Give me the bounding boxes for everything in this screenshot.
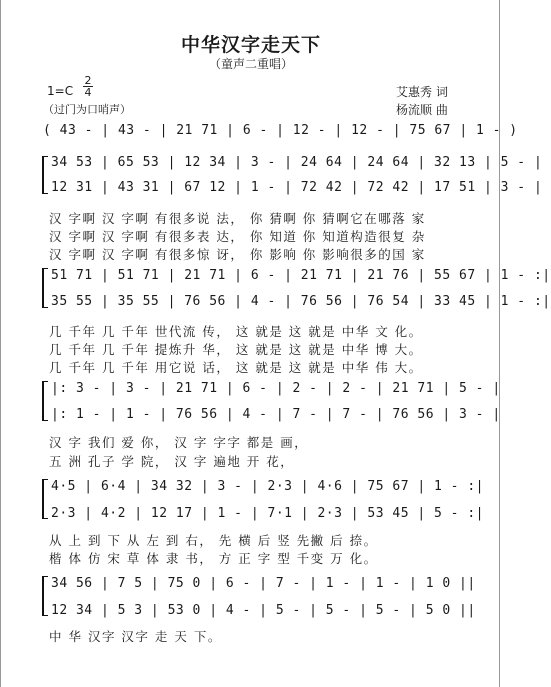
system-bracket — [42, 268, 48, 308]
time-signature-bottom: 4 — [84, 86, 92, 99]
system3-upper-voice: 51 71 | 51 71 | 21 71 | 6 - | 21 71 | 21 76 | 55 67 | 1 - :| — [51, 268, 551, 283]
system3-lyric-verse2: 几 千年 几 千年 提炼升 华， 这 就是 这 就是 中华 博 大。 — [49, 342, 423, 357]
system4-lyric-verse2: 五 洲 孔子 学 院， 汉 字 遍地 开 花， — [49, 454, 295, 469]
composer-credit: 杨流顺 曲 — [396, 103, 448, 117]
song-subtitle: （童声二重唱） — [208, 57, 293, 71]
system2-lyric-verse1: 汉 字啊 汉 字啊 有很多说 法， 你 猜啊 你 猜啊它在哪落 家 — [49, 211, 426, 226]
system5-lower-voice: 2·3 | 4·2 | 12 17 | 1 - | 7·1 | 2·3 | 53 45 | 5 - :| — [51, 506, 484, 521]
intro-line: ( 43 - | 43 - | 21 71 | 6 - | 12 - | 12 - | 75 67 | 1 - ) — [43, 123, 518, 138]
intro-note: （过门为口哨声） — [43, 103, 131, 116]
system2-lyric-verse3: 汉 字啊 汉 字啊 有很多惊 讶， 你 影响 你 影响很多的国 家 — [49, 247, 426, 262]
system5-lyric-verse1: 从 上 到 下 从 左 到 右， 先 横 后 竖 先撇 后 捺。 — [49, 533, 378, 548]
system-bracket — [42, 156, 48, 194]
system-bracket — [42, 381, 48, 421]
system5-upper-voice: 4·5 | 6·4 | 34 32 | 3 - | 2·3 | 4·6 | 75 67 | 1 - :| — [51, 479, 484, 494]
time-signature — [83, 75, 93, 98]
lyricist-credit: 艾惠秀 词 — [396, 85, 448, 99]
system-bracket — [42, 479, 48, 519]
system2-lyric-verse2: 汉 字啊 汉 字啊 有很多表 达， 你 知道 你 知道构造很复 杂 — [49, 229, 426, 244]
system3-lower-voice: 35 55 | 35 55 | 76 56 | 4 - | 76 56 | 76 54 | 33 45 | 1 - :| — [51, 294, 551, 309]
system3-lyric-verse1: 几 千年 几 千年 世代流 传， 这 就是 这 就是 中华 文 化。 — [49, 324, 423, 339]
song-title: 中华汉字走天下 — [180, 34, 321, 56]
system4-upper-voice: |: 3 - | 3 - | 21 71 | 6 - | 2 - | 2 - | 21 71 | 5 - | — [51, 381, 501, 396]
system2-lower-voice: 12 31 | 43 31 | 67 12 | 1 - | 72 42 | 72 42 | 17 51 | 3 - | — [51, 180, 543, 195]
system6-lower-voice: 12 34 | 5 3 | 53 0 | 4 - | 5 - | 5 - | 5 - | 5 0 || — [51, 603, 476, 618]
system6-lyric: 中 华 汉字 汉字 走 天 下。 — [49, 629, 222, 644]
system4-lower-voice: |: 1 - | 1 - | 76 56 | 4 - | 7 - | 7 - | 76 56 | 3 - | — [51, 407, 501, 422]
system2-upper-voice: 34 53 | 65 53 | 12 34 | 3 - | 24 64 | 24 64 | 32 13 | 5 - | — [51, 155, 543, 170]
system5-lyric-verse2: 楷 体 仿 宋 草 体 隶 书， 方 正 字 型 千变 万 化。 — [49, 551, 378, 566]
system3-lyric-verse3: 几 千年 几 千年 用它说 话， 这 就是 这 就是 中华 伟 大。 — [49, 360, 423, 375]
system-bracket — [42, 576, 48, 616]
system6-upper-voice: 34 56 | 7 5 | 75 0 | 6 - | 7 - | 1 - | 1 - | 1 0 || — [51, 576, 476, 591]
time-signature-top: 2 — [84, 74, 92, 87]
system4-lyric-verse1: 汉 字 我们 爱 你， 汉 字 字字 都是 画， — [49, 435, 309, 450]
key-signature: 1=C — [47, 84, 74, 98]
